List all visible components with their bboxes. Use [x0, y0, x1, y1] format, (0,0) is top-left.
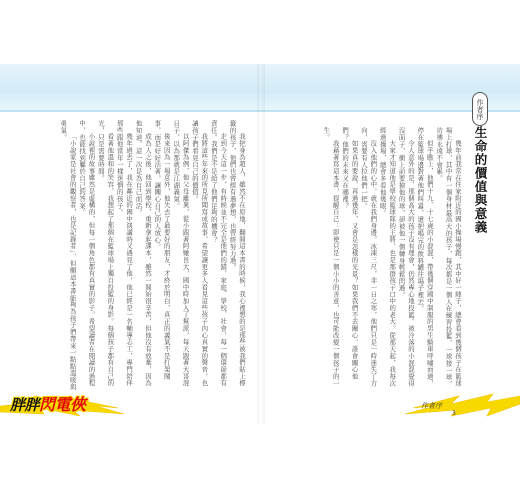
running-head: 作者序 [421, 402, 442, 410]
paragraph: 成為人之後，他回到學校，重新拿起課本，雖然一開始很辛苦，但他沒有放棄，因為他知道，這一次是為自己而活。 [134, 120, 152, 387]
paragraph: 我藉著寫這本書，提醒自己：即使只是一個小小的善意，也可能改變一個孩子的一生。 [322, 127, 340, 387]
logo-big-text: 閃電俠 [39, 395, 86, 414]
page-title: 生命的價值與意義 [473, 126, 488, 234]
paragraph: 如果真的要說，再過幾年，又會是怎樣的光景？如果我們不去關心，誰會關心他們？他們的未來又在哪裡？ [341, 127, 359, 380]
lightning-right-icon [395, 382, 520, 426]
paragraph: 「小說家是社會的觀察者，也是記錄者」，但願這本書能夠為孩子們帶來一點點溫暖與勇氣。 [59, 120, 77, 390]
paragraph: 大家才知道他是學校籃球隊的主將，也是那群孩子口中的老大。從那天起，我每次經過操場，總會多看他幾眼。 [378, 127, 397, 387]
paragraph: 令人意外的是，那個高大的孩子沒有理會，仍然專心地投籃。被冷落的小混混覺得沒面子，衝上前要搶他的球，卻被他一個轉身輕鬆閃過。 [397, 127, 415, 387]
logo-small-text: 胖胖 [10, 396, 40, 414]
page-number: 3 [452, 410, 456, 417]
left-page-text [24, 120, 246, 392]
paragraph: 幾年前我常在住家附近的國小操場慢跑，其中好一陣子，總會看到幾個孩子在籃球場上打球，其中有一個身材最高大的孩子，每次都是一個人在練習投籃，一球接一球，彷彿永遠不會累。 [435, 127, 462, 388]
paragraph: 後來因為一場意外，他失去了最要好的朋友，才終於明白，真正的義氣不是打架鬧事，而是好好活著，讓關心自己的人放心。 [153, 120, 171, 380]
paragraph: 小說裡的故事雖然是虛構的，但每一個角色都有真實的影子，希望讀者在閱讀的過程中，也能找到屬於自己的答案。 [78, 120, 96, 387]
right-page-text [262, 127, 462, 389]
paragraph: 看著他溫和的笑容，我想起了那個在籃球場上獨自投籃的身影。每個孩子都有自己的光，只是需要時間。 [96, 120, 115, 387]
paragraph: 沒入他們的心中，就在我們身邊。冰凍三尺，非一日之寒，他們只是一時迷失了方向，需要有人拉他們一把。 [359, 127, 378, 387]
paragraph: 似乎瞧上，他們十九、十七歲的小混混，帶幾個穿國中制服的男生騎車呼嘯而過，停在籃球場邊對著他們叫囂，還把喝完的飲料罐往場子裡丟。 [416, 127, 434, 387]
series-logo [10, 392, 86, 415]
paragraph: 以阿傑為例，他父母離異，從小跟著阿嬤長大，國中時加入了幫派，每天跟著大哥混日子，以為那就是江湖義氣。 [172, 120, 190, 387]
paragraph: 我將這些年來的所見所聞寫成故事，希望讓更多人看見這些孩子內心真實的聲音，也讓孩子們看見自己的價值。 [190, 120, 209, 387]
section-tag: 作者序 [472, 92, 488, 126]
paragraph: 走到今天這一步，有時候並不完全是他們的錯，家庭、學校、社會，每一個環節都有責任。我們是不是給了他們足夠的機會？ [209, 120, 228, 387]
paragraph: 幾年過去了，我在鄰近的國中演講時又遇見了他，他已經是一名輔導志工，專門陪伴那些跟他當年一樣迷惘的孩子。 [115, 120, 134, 387]
paragraph: 我把身為超人，雖然不在原地，翻開這本書的時候，我心裡想的是那些被我們貼上標籤的孩子，他們也曾經有過夢想，也曾經努力過。 [228, 120, 246, 387]
